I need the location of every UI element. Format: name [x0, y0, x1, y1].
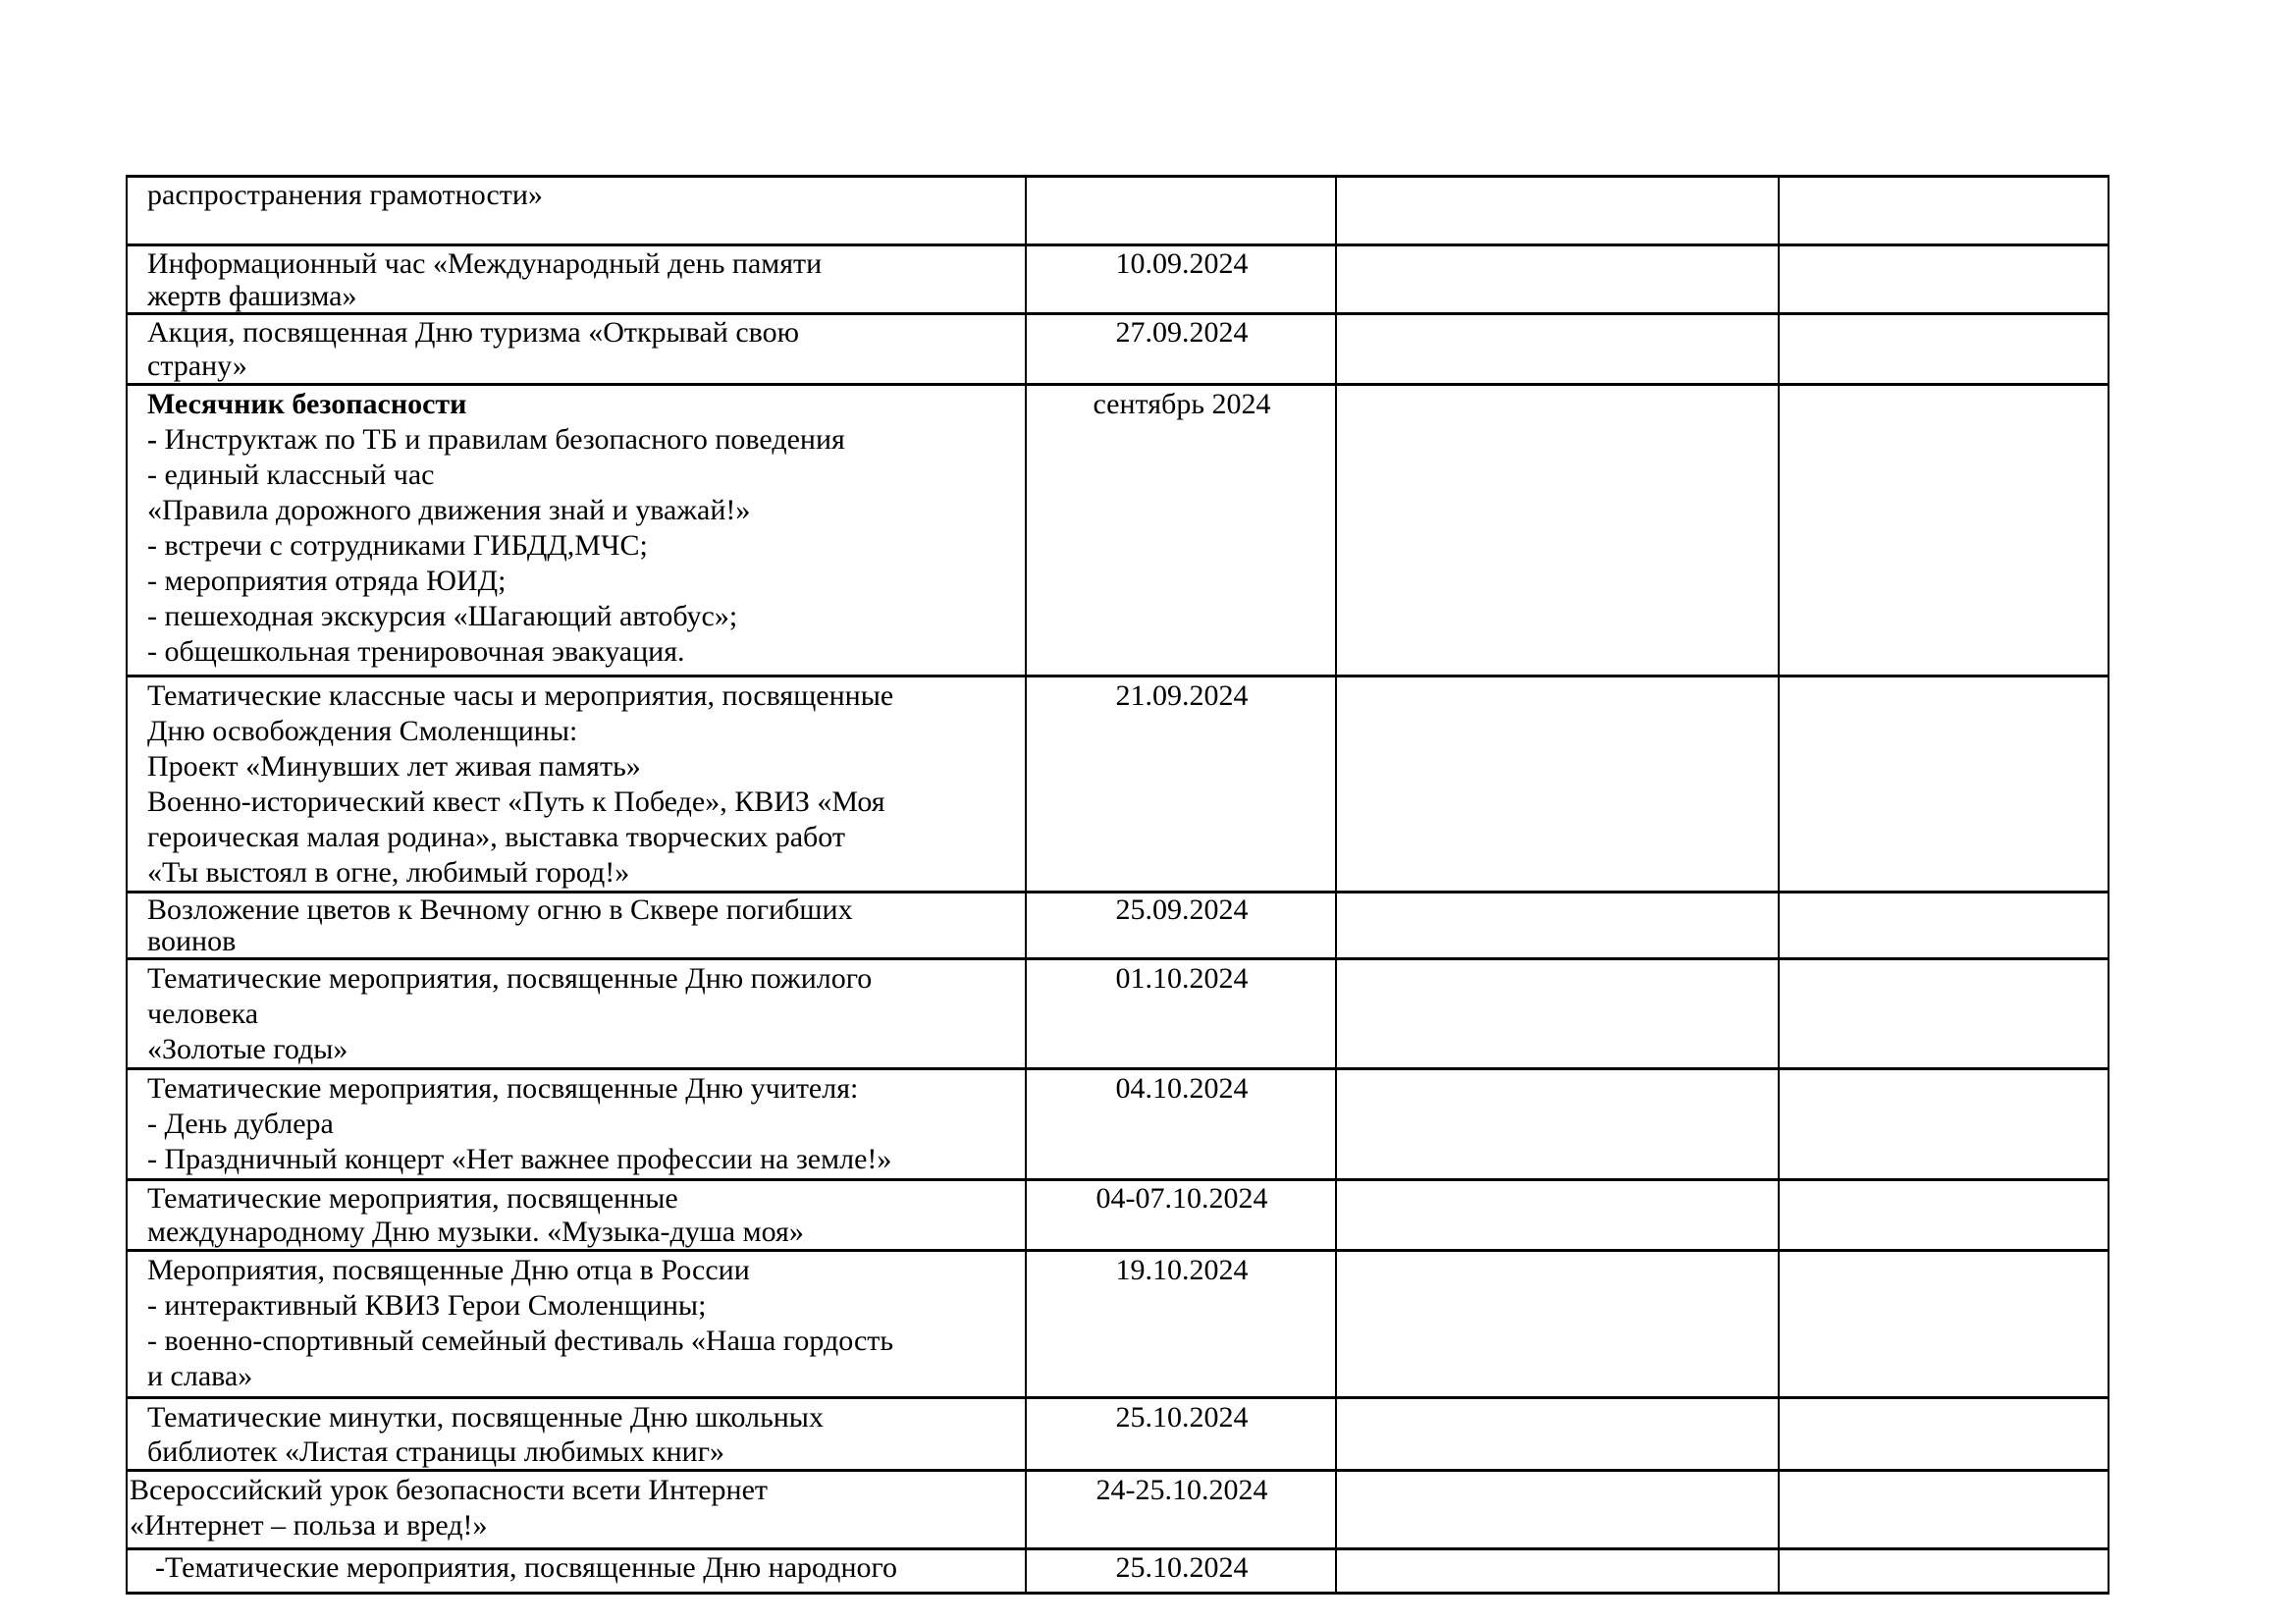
- extra-cell-1: [1336, 177, 1779, 245]
- activity-text: Всероссийский урок безопасности всети Интернет: [130, 1474, 769, 1506]
- activity-line: [147, 350, 1021, 383]
- activity-line: [147, 1107, 1021, 1142]
- activity-line: [147, 1071, 1021, 1107]
- extra-cell-2: [1779, 1549, 2109, 1594]
- activity-cell: [127, 1251, 1026, 1398]
- activity-text: человека: [147, 998, 259, 1030]
- table-row: [127, 1471, 2109, 1549]
- extra-cell-2: [1779, 245, 2109, 314]
- activity-line: [147, 1142, 1021, 1177]
- table-row: [127, 1180, 2109, 1251]
- activity-text: «Золотые годы»: [147, 1033, 348, 1065]
- activity-cell: [127, 1471, 1026, 1549]
- extra-cell-2: [1779, 1069, 2109, 1180]
- activity-text: - интерактивный КВИЗ Герои Смоленщины;: [147, 1289, 707, 1322]
- extra-cell-1: [1336, 385, 1779, 677]
- schedule-table-body: [127, 177, 2109, 1594]
- extra-cell-1: [1336, 1471, 1779, 1549]
- extra-cell-2: [1779, 385, 2109, 677]
- extra-cell-1: [1336, 1398, 1779, 1471]
- activity-cell: [127, 385, 1026, 677]
- extra-cell-2: [1779, 1471, 2109, 1549]
- activity-text: Тематические классные часы и мероприятия, посвященные: [147, 679, 894, 712]
- activity-cell: [127, 677, 1026, 893]
- date-cell: 25.09.2024: [1026, 893, 1336, 959]
- table-row: [127, 1398, 2109, 1471]
- date-cell: 24-25.10.2024: [1026, 1471, 1336, 1549]
- activity-line: [147, 1288, 1021, 1324]
- activity-line: [155, 1551, 1021, 1585]
- activity-line: [147, 1324, 1021, 1359]
- activity-line: [147, 1182, 1021, 1216]
- activity-text: Тематические минутки, посвященные Дню школьных: [147, 1401, 824, 1434]
- activity-text: Информационный час «Международный день памяти: [147, 247, 823, 280]
- extra-cell-1: [1336, 677, 1779, 893]
- activity-line: [147, 894, 1021, 926]
- activity-text: Возложение цветов к Вечному огню в Сквере погибших: [147, 893, 853, 926]
- activity-text: и слава»: [147, 1360, 253, 1392]
- activity-cell: [127, 1549, 1026, 1594]
- activity-cell: [127, 177, 1026, 245]
- extra-cell-2: [1779, 1180, 2109, 1251]
- activity-line: [147, 528, 1021, 564]
- extra-cell-2: [1779, 314, 2109, 385]
- extra-cell-2: [1779, 177, 2109, 245]
- activity-text: Инструктаж по ТБ и правилам безопасного поведения: [164, 423, 845, 456]
- activity-text: Тематические мероприятия, посвященные Дню пожилого: [147, 962, 873, 995]
- activity-line: [147, 1359, 1021, 1394]
- table-row: [127, 245, 2109, 314]
- activity-text: - военно-спортивный семейный фестиваль «Наша гордость: [147, 1325, 894, 1357]
- activity-text: Тематические мероприятия, посвященные: [147, 1182, 678, 1215]
- activity-line: [147, 387, 1021, 422]
- extra-cell-1: [1336, 959, 1779, 1069]
- activity-text: героическая малая родина», выставка творческих работ: [147, 821, 845, 853]
- activity-text: Военно-исторический квест «Путь к Победе», КВИЗ «Моя: [147, 785, 885, 818]
- activity-text: Дню освобождения Смоленщины:: [147, 715, 578, 747]
- activity-cell: [127, 1180, 1026, 1251]
- table-row: [127, 959, 2109, 1069]
- date-cell: [1026, 177, 1336, 245]
- activity-line: [147, 855, 1021, 891]
- date-cell: 21.09.2024: [1026, 677, 1336, 893]
- extra-cell-1: [1336, 1251, 1779, 1398]
- activity-line: [147, 280, 1021, 312]
- activity-line: [147, 785, 1021, 820]
- date-cell: 04.10.2024: [1026, 1069, 1336, 1180]
- extra-cell-2: [1779, 959, 2109, 1069]
- activity-line: [147, 926, 1021, 957]
- activity-text: - пешеходная экскурсия «Шагающий автобус»;: [147, 600, 738, 632]
- activity-line: [147, 458, 1021, 493]
- activity-text: Тематические мероприятия, посвященные Дню учителя:: [147, 1072, 859, 1105]
- table-row: [127, 677, 2109, 893]
- activity-cell: [127, 314, 1026, 385]
- activity-line: [147, 820, 1021, 855]
- events-schedule-table: [126, 175, 2109, 1595]
- activity-text: - мероприятия отряда ЮИД;: [147, 565, 507, 597]
- date-cell: 25.10.2024: [1026, 1398, 1336, 1471]
- activity-cell: [127, 245, 1026, 314]
- activity-line: [147, 247, 1021, 280]
- activity-line: [147, 1032, 1021, 1067]
- table-row: [127, 177, 2109, 245]
- activity-text: Акция, посвященная Дню туризма «Открывай свою: [147, 316, 800, 349]
- extra-cell-1: [1336, 314, 1779, 385]
- activity-text: воинов: [147, 925, 237, 957]
- activity-line: [147, 1253, 1021, 1288]
- activity-line: [147, 997, 1021, 1032]
- activity-line: [147, 961, 1021, 997]
- extra-cell-2: [1779, 893, 2109, 959]
- activity-line: [130, 1508, 1021, 1543]
- activity-cell: [127, 1069, 1026, 1180]
- activity-cell: [127, 959, 1026, 1069]
- activity-text: Месячник безопасности: [147, 388, 467, 420]
- extra-cell-1: [1336, 245, 1779, 314]
- date-cell: 04-07.10.2024: [1026, 1180, 1336, 1251]
- extra-cell-1: [1336, 1069, 1779, 1180]
- activity-text: «Ты выстоял в огне, любимый город!»: [147, 856, 630, 889]
- table-row: [127, 385, 2109, 677]
- activity-line: [147, 634, 1021, 670]
- activity-text: -: [147, 423, 165, 456]
- activity-text: - Праздничный концерт «Нет важнее профессии на земле!»: [147, 1143, 892, 1175]
- activity-line: [147, 179, 1021, 211]
- activity-line: [147, 678, 1021, 714]
- activity-cell: [127, 1398, 1026, 1471]
- activity-line: [147, 599, 1021, 634]
- activity-text: -Тематические мероприятия, посвященные Дню народного: [155, 1551, 898, 1584]
- activity-cell: [127, 893, 1026, 959]
- table-row: [127, 1069, 2109, 1180]
- table-row: [127, 1549, 2109, 1594]
- activity-line: [147, 422, 1021, 458]
- activity-text: - встречи с сотрудниками ГИБДД,МЧС;: [147, 529, 648, 562]
- activity-text: «Интернет – польза и вред!»: [130, 1509, 488, 1542]
- extra-cell-1: [1336, 1180, 1779, 1251]
- activity-line: [147, 749, 1021, 785]
- extra-cell-2: [1779, 1251, 2109, 1398]
- activity-line: [147, 1400, 1021, 1435]
- activity-text: Мероприятия, посвященные Дню отца в России: [147, 1254, 750, 1286]
- extra-cell-2: [1779, 677, 2109, 893]
- activity-text: страну»: [147, 350, 247, 382]
- activity-text: библиотек «Листая страницы любимых книг»: [147, 1435, 725, 1468]
- table-row: [127, 893, 2109, 959]
- date-cell: 25.10.2024: [1026, 1549, 1336, 1594]
- activity-text: «Правила дорожного движения знай и уважай!»: [147, 494, 751, 526]
- activity-line: [147, 1435, 1021, 1469]
- activity-text: - общешкольная тренировочная эвакуация.: [147, 635, 685, 668]
- extra-cell-2: [1779, 1398, 2109, 1471]
- extra-cell-1: [1336, 893, 1779, 959]
- activity-line: [147, 316, 1021, 350]
- activity-text: распространения грамотности»: [147, 179, 543, 211]
- date-cell: 01.10.2024: [1026, 959, 1336, 1069]
- extra-cell-1: [1336, 1549, 1779, 1594]
- date-cell: 19.10.2024: [1026, 1251, 1336, 1398]
- activity-text: международному Дню музыки. «Музыка-душа моя»: [147, 1216, 804, 1248]
- date-cell: 27.09.2024: [1026, 314, 1336, 385]
- activity-text: Проект «Минувших лет живая память»: [147, 750, 641, 783]
- table-row: [127, 1251, 2109, 1398]
- date-cell: 10.09.2024: [1026, 245, 1336, 314]
- activity-text: - День дублера: [147, 1108, 334, 1140]
- activity-line: [147, 493, 1021, 528]
- activity-text: жертв фашизма»: [147, 280, 357, 312]
- activity-line: [147, 564, 1021, 599]
- activity-line: [130, 1473, 1021, 1508]
- table-row: [127, 314, 2109, 385]
- activity-line: [147, 1216, 1021, 1249]
- activity-line: [147, 714, 1021, 749]
- date-cell: сентябрь 2024: [1026, 385, 1336, 677]
- activity-text: - единый классный час: [147, 459, 435, 491]
